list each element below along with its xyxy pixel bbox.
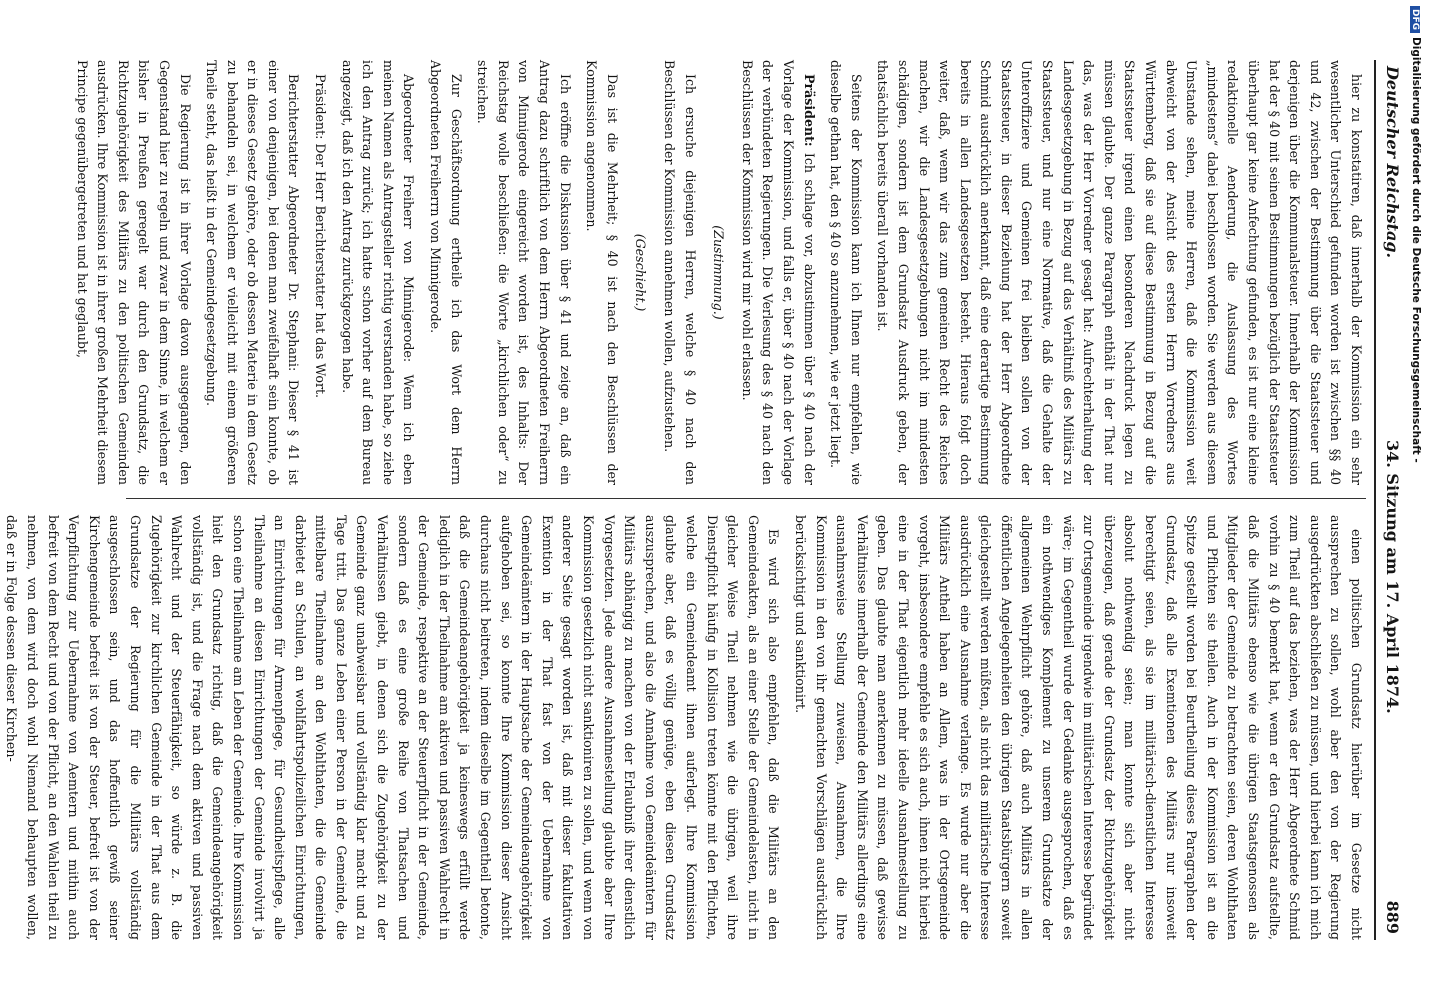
page-number: 889: [1383, 900, 1402, 934]
paragraph: Präsident: Der Herr Berichterstatter hat das Wort.: [313, 74, 329, 399]
paragraph: Berichterstatter Abgeordneter Dr. Stephani: Dieser § 41 ist einer von denjenigen, bei denen man zweifelhaft sein konnte, ob er in dieses Gesetz gehöre, oder ob dessen Materie in dem Gesetz zu behandeln sei, in welchem er vielleicht mit einem größeren Theile steht, das heißt in der Gemeindegesetzgebung.: [204, 60, 302, 485]
stage-direction: (Zustimmung.): [711, 225, 727, 320]
session-heading: 34. Sitzung am 17. April 1874.: [1383, 440, 1402, 714]
paragraph: Ich eröffne die Diskussion über § 41 und zeige an, daß ein Antrag dazu schriftlich von dem Herrn Abgeordneten Freiherrn von Minnigerode eingereicht worden ist, des Inhalts: Der Reichstag wolle beschließen: die Worte „kirchlichen oder“ zu streichen.: [475, 60, 573, 485]
paragraph: Die Regierung ist in ihrer Vorlage davon ausgegangen, den Gegenstand hier zu regeln und zwar in dem Sinne, in welchem er bisher in Preußen geregelt war durch den Grundsatz, die Richtzugehörigkeit des Militärs zu den politischen Gemeinden ausdrücken. Ihre Kommission ist in ihrer großen Mehrheit diesem Principe gegenübergetreten und hat geglaubt,: [74, 60, 193, 485]
stage-direction: (Geschieht.): [633, 233, 649, 312]
paragraph: Das ist die Mehrheit; § 40 ist nach den Beschlüssen der Kommission angenommen.: [584, 60, 620, 485]
column-divider: [126, 498, 1366, 499]
paragraph: Abgeordneter Freiherr von Minnigerode: Wenn ich eben meinen Namen als Antragsteller richtig verstanden habe, so ziehe ich den Antrag zurück; ich hatte schon vorher auf dem Bureau angezeigt, daß ich den Antrag zurückgezogen habe.: [339, 60, 417, 485]
dfg-logo: DFG: [1410, 6, 1420, 33]
left-column: [74, 60, 1366, 485]
paragraph: Es wird sich also empfehlen, daß die Militärs an den Gemeindeakten, als an einer Stelle der Gemeindelasten, nicht in gleicher Weise Theil nehmen wie die übrigen, weil ihre Dienstpflicht häufig in Kollision treten könnte mit den Pflichten, welche ein Gemeindeamt ihnen auferlegt. Ihre Kommission glaubte aber, daß es völlig genüge, eben diesen Grundsatz auszusprechen, und also die Annahme von Gemeindeämtern für Militärs abhängig zu machen von der Erlaubniß ihrer dienstlich Vorgesetzten. Jede andere Ausnahmestellung glaubte aber Ihre Kommission gesetzlich nicht sanktioniren zu sollen, und wenn von anderer Seite gesagt worden ist, daß mit dieser fakultativen Exemtion in der That fast von der Uebernahme von Gemeindeämtern in der Hauptsache der Gemeindeangehörigkeit aufgehoben sei, so konnte Ihre Kommission dieser Ansicht durchaus nicht beitreten, indem dieselbe im Gegentheil betonte, daß die Gemeindeangehörigkeit ja keineswegs erfüllt werde lediglich in der Theilnahme am aktiven und passiven Wahlrecht in der Gemeinde, respektive an der Steuerpflicht in der Gemeinde, sondern daß es eine große Reihe von Thatsachen und Verhältnissen giebt, in denen sich die Zugehörigkeit zu der Gemeinde ganz unabweisbar und vollständig klar macht und zu Tage tritt. Das ganze Leben einer Person in der Gemeinde, die mittelbare Theilnahme an den Wohlthaten, die die Gemeinde darbietet an Schulen, an wohlfahrtspolizeilichen Einrichtungen, an Einrichtungen für Armenpflege, für Gesundheitspflege, alle Theilnahme an diesen Einrichtungen der Gemeinde involvirt ja schon eine Theilnahme am Leben der Gemeinde. Ihre Kommission hielt den Grundsatz richtig, daß die Gemeindeangehörigkeit vollständig ist, und die Frage nach dem aktiven und passiven Wahlrecht und der Steuerfähigkeit, so würde z. B. die Zugehörigkeit zur kirchlichen Gemeinde in der That aus dem Grundsatze der Regierung für die Militärs vollständig ausgeschlossen sein, und das hoffentlich gewiß seiner Kirchengemeinde befreit ist von der Steuer, befreit ist von der Verpflichtung zur Uebernahme von Aemtern und mithin auch befreit von dem Recht und von der Pflicht, an den Wahlen theil zu nehmen, von dem wird doch wohl Niemand behaupten wollen, daß er in Folge dessen dieser Kirchen-: [4, 515, 782, 940]
paragraph: [736, 60, 818, 485]
rotated-newspaper-page: [4, 60, 1410, 940]
paragraph: Zur Geschäftsordnung ertheile ich das Wort dem Herrn Abgeordneten Freiherrn von Minnigerode.: [428, 60, 464, 485]
paragraph: Seitens der Kommission kann ich Ihnen nur empfehlen, wie dieselbe gethan hat, den § 40 so anzunehmen, wie er jetzt liegt.: [828, 60, 864, 485]
digitization-credit: [1410, 6, 1422, 463]
speech-text: Ich schlage vor, abzustimmen über § 40 nach der Vorlage der Kommission, und falls er, über § 40 nach der Vorlage der verbündeten Regierungen. Die Verlesung des § 40 nach den Beschlüssen der Kommission wird mir wohl erlassen.: [739, 60, 817, 485]
paragraph: Ich ersuche diejenigen Herren, welche § 40 nach den Beschlüssen der Kommission annehmen wollen, aufzustehen.: [662, 60, 698, 485]
paragraph: einen politischen Grundsatz hierüber im Gesetze nicht aussprechen zu sollen, wohl aber den von der Regierung ausgedrückten abschließen zu müssen, und hierbei kann ich mich zum Theil auf das beziehen, was der Herr Abgeordnete Schmid vorhin zu § 40 bemerkt hat, wenn er den Grundsatz aufstellte, daß die Militärs ebenso wie die übrigen Staatsgenossen als Mitglieder der Gemeinde zu betrachten seien, deren Wohlthaten und Pflichten sie theilen. Auch in der Kommission ist an die Spitze gestellt worden bei Beurtheilung dieses Paragraphen der Grundsatz, daß alle Exemtionen des Militärs nur insoweit berechtigt seien, als sie im militärisch-dienstlichen Interesse absolut nothwendig seien; man konnte sich aber nicht überzeugen, daß gerade der Grundsatz der Richtzugehörigkeit zur Ortsgemeinde irgendwie im militärischen Interesse begründet wäre; im Gegentheil wurde der Gedanke ausgesprochen, daß es ein nothwendiges Komplement zu unserem Grundsatze der allgemeinen Wehrpflicht gehöre, daß auch Militärs in allen öffentlichen Angelegenheiten den übrigen Staatsbürgern soweit gleichgestellt werden müßten, als nicht das militärische Interesse ausdrücklich eine Ausnahme verlange. Es wurde nur aber die Militärs Antheil haben an Allem, was in der Ortsgemeinde vorgeht, insbesondere empfehle es sich auch, ihnen nicht hierbei eine in der That eigentlich mehr ideelle Ausnahmestellung zu geben. Das glaubte man anerkennen zu müssen, daß gewisse Verhältnisse innerhalb der Gemeinde den Militärs allerdings eine ausnahmsweise Stellung zuweisen, Ausnahmen, die Ihre Kommission in den von ihr gemachten Vorschlägen ausdrücklich berücksichtigt und sanktionirt.: [792, 515, 1364, 940]
page-header: [1374, 60, 1410, 940]
speaker-label: Präsident:: [801, 74, 817, 147]
credit-text: Digitalisierung gefördert durch die Deutsche Forschungsgemeinschaft -: [1410, 37, 1422, 463]
publication-title: Deutscher Reichstag.: [1383, 66, 1402, 259]
paragraph: hier zu konstatiren, daß innerhalb der Kommission ein sehr wesentlicher Unterschied gefunden worden ist zwischen §§ 40 und 42, zwischen der Bestimmung über die Staatssteuer und derjenigen über die Kommunalsteuer. Innerhalb der Kommission hat der § 40 mit seinen Bestimmungen bezüglich der Staatssteuer überhaupt gar keine Anfechtung gefunden, es ist nur eine kleine redaktionelle Aenderung, die Auslassung des Wortes „mindestens“ dabei beschlossen worden. Sie werden aus diesem Umstande sehen, meine Herren, daß die Kommission weit abweicht von der Ansicht des ersten Herrn Vorredners aus Württemberg, daß sie auf diese Bestimmung in Bezug auf die Staatssteuer irgend einen besonderen Nachdruck legen zu müssen glaubte. Der ganze Paragraph enthält in der That nur das, was der Herr Vorredner gesagt hat: Aufrechterhaltung der Landesgesetzgebung in Bezug auf das Verhältniß des Militärs zu Staatssteuer, und nur eine Normative, daß die Gehalte der Unteroffiziere und Gemeinen frei bleiben sollen von der Staatssteuer, in dieser Beziehung hat der Herr Abgeordnete Schmid ausdrücklich anerkannt, daß eine derartige Bestimmung bereits in allen Landesgesetzen besteht. Hieraus folgt doch weiter, daß, wenn wir das zum gemeinen Recht des Reiches machen, wir die Landesgesetzgebungen nicht im mindesten schädigen, sondern ist dem Grundsatz Ausdruck geben, der thatsächlich bereits überall vorhanden ist.: [875, 60, 1364, 485]
right-column: [4, 515, 1366, 940]
